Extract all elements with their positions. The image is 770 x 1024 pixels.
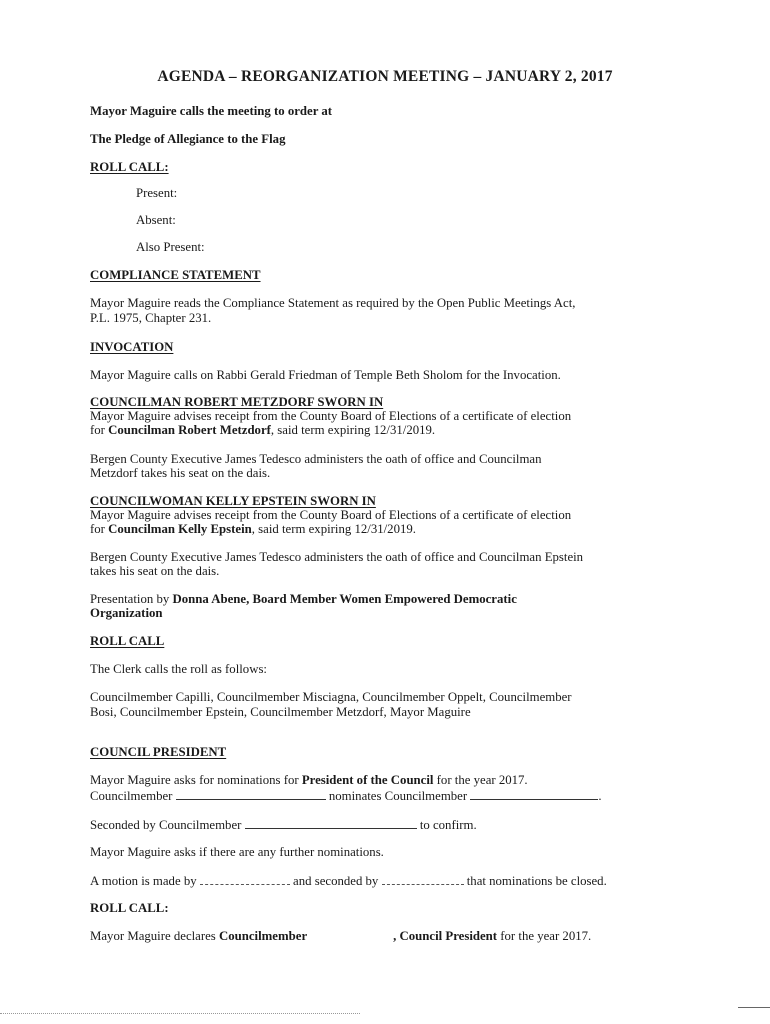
page-title: AGENDA – REORGANIZATION MEETING – JANUARY 2, 2017 xyxy=(157,68,613,85)
nominator-blank[interactable] xyxy=(176,788,326,800)
seconder-blank[interactable] xyxy=(245,817,417,829)
roll-also-present: Also Present: xyxy=(136,240,205,254)
nomination-line: Councilmember nominates Councilmember . xyxy=(90,789,602,803)
epstein-heading: COUNCILWOMAN KELLY EPSTEIN SWORN IN xyxy=(90,494,376,508)
motion-seconder-blank[interactable] xyxy=(382,873,464,885)
roll-call-3-heading: ROLL CALL: xyxy=(90,901,169,915)
call-to-order: Mayor Maguire calls the meeting to order at xyxy=(90,104,333,118)
scan-artifact-line xyxy=(0,1013,360,1014)
epstein-oath-1: Bergen County Executive James Tedesco administers the oath of office and Councilman Epstein xyxy=(90,550,584,564)
metzdorf-oath-1: Bergen County Executive James Tedesco administers the oath of office and Councilman xyxy=(90,452,542,466)
roll-absent: Absent: xyxy=(136,213,176,227)
seconded-line: Seconded by Councilmember to confirm. xyxy=(90,818,477,832)
epstein-text-1: Mayor Maguire advises receipt from the County Board of Elections of a certificate of election xyxy=(90,508,572,522)
epstein-oath-2: takes his seat on the dais. xyxy=(90,564,220,578)
metzdorf-text-1: Mayor Maguire advises receipt from the County Board of Elections of a certificate of election xyxy=(90,409,572,423)
declaration-line: Mayor Maguire declares Councilmember , Council President for the year 2017. xyxy=(90,929,592,943)
roll-call-2-names-1: Councilmember Capilli, Councilmember Misciagna, Councilmember Oppelt, Councilmember xyxy=(90,690,572,704)
presentation-line-2: Organization xyxy=(90,606,163,620)
metzdorf-heading: COUNCILMAN ROBERT METZDORF SWORN IN xyxy=(90,395,384,409)
compliance-text-1: Mayor Maguire reads the Compliance Statement as required by the Open Public Meetings Act, xyxy=(90,296,576,310)
further-nominations: Mayor Maguire asks if there are any further nominations. xyxy=(90,845,384,859)
scan-artifact-edge xyxy=(738,1007,770,1008)
invocation-heading: INVOCATION xyxy=(90,340,174,354)
invocation-text: Mayor Maguire calls on Rabbi Gerald Friedman of Temple Beth Sholom for the Invocation. xyxy=(90,368,561,382)
presentation-line-1: Presentation by Donna Abene, Board Member Women Empowered Democratic xyxy=(90,592,517,606)
council-president-heading: COUNCIL PRESIDENT xyxy=(90,745,227,759)
motion-maker-blank[interactable] xyxy=(200,873,290,885)
roll-call-2-names-2: Bosi, Councilmember Epstein, Councilmember Metzdorf, Mayor Maguire xyxy=(90,705,471,719)
council-president-text-1: Mayor Maguire asks for nominations for President of the Council for the year 2017. xyxy=(90,773,528,787)
roll-call-heading: ROLL CALL: xyxy=(90,160,169,174)
motion-line: A motion is made by and seconded by that nominations be closed. xyxy=(90,874,607,888)
roll-present: Present: xyxy=(136,186,178,200)
compliance-text-2: P.L. 1975, Chapter 231. xyxy=(90,311,212,325)
nominee-blank[interactable] xyxy=(470,788,598,800)
compliance-heading: COMPLIANCE STATEMENT xyxy=(90,268,261,282)
metzdorf-oath-2: Metzdorf takes his seat on the dais. xyxy=(90,466,271,480)
pledge: The Pledge of Allegiance to the Flag xyxy=(90,132,286,146)
epstein-text-2: for Councilman Kelly Epstein, said term expiring 12/31/2019. xyxy=(90,522,416,536)
metzdorf-text-2: for Councilman Robert Metzdorf, said term expiring 12/31/2019. xyxy=(90,423,436,437)
roll-call-2-heading: ROLL CALL xyxy=(90,634,165,648)
roll-call-2-intro: The Clerk calls the roll as follows: xyxy=(90,662,267,676)
